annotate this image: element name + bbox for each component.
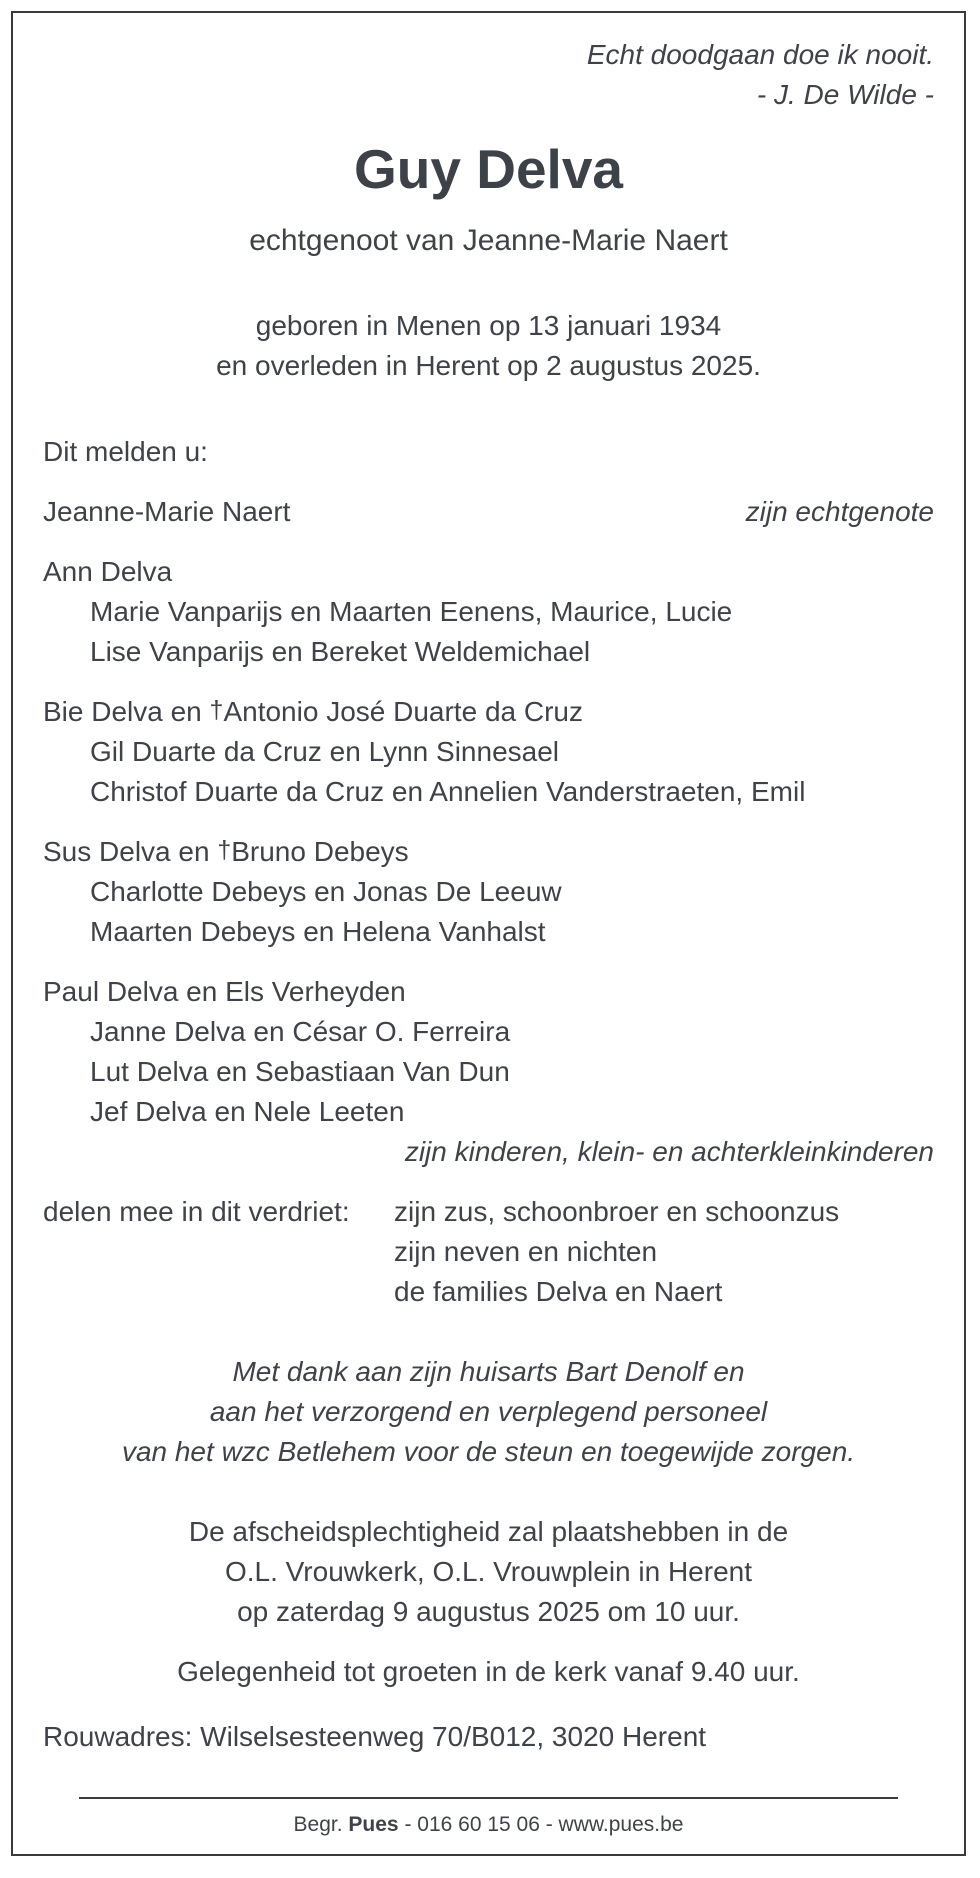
death-line: en overleden in Herent op 2 augustus 2025. [216, 350, 761, 381]
grandchild-line: Jef Delva en Nele Leeten [90, 1096, 405, 1127]
grandchild-line: Maarten Debeys en Helena Vanhalst [90, 916, 546, 947]
spouse-role: zijn echtgenote [745, 496, 934, 527]
deceased-name: Guy Delva [353, 138, 623, 200]
sharing-label: delen mee in dit verdriet: [43, 1196, 350, 1227]
announce-line: Dit melden u: [43, 436, 208, 467]
grandchild-line: Charlotte Debeys en Jonas De Leeuw [90, 876, 562, 907]
child-name-suffix: Bruno Debeys [231, 836, 409, 867]
ceremony-line: De afscheidsplechtigheid zal plaatshebben in de [188, 1516, 789, 1547]
quote-text: Echt doodgaan doe ik nooit. [586, 39, 934, 70]
grandchild-line: Marie Vanparijs en Maarten Eenens, Maurice, Lucie [90, 596, 733, 627]
ceremony-line: op zaterdag 9 augustus 2025 om 10 uur. [237, 1596, 740, 1627]
child-name: Paul Delva en Els Verheyden [43, 976, 406, 1007]
ceremony-line: O.L. Vrouwkerk, O.L. Vrouwplein in Herent [224, 1556, 753, 1587]
spouse-name: Jeanne-Marie Naert [43, 496, 291, 527]
grandchild-line: Christof Duarte da Cruz en Annelien Vanderstraeten, Emil [90, 776, 806, 807]
visitation-line: Gelegenheid tot groeten in de kerk vanaf 9.40 uur. [177, 1656, 800, 1687]
grandchild-line: Lise Vanparijs en Bereket Weldemichael [90, 636, 591, 667]
children-role: zijn kinderen, klein- en achterkleinkinderen [404, 1136, 934, 1167]
sharing-line: zijn neven en nichten [394, 1236, 658, 1267]
child-name-prefix: Sus Delva en [43, 836, 218, 867]
child-name [43, 835, 409, 870]
dagger-icon: † [217, 836, 232, 864]
grandchild-line: Janne Delva en César O. Ferreira [90, 1016, 511, 1047]
sharing-line: de families Delva en Naert [394, 1276, 723, 1307]
footer-company: Pues [348, 1813, 399, 1836]
quote-author: - J. De Wilde - [756, 79, 934, 110]
child-name: Ann Delva [43, 556, 173, 587]
thanks-line: aan het verzorgend en verplegend personeel [209, 1396, 768, 1427]
thanks-line: van het wzc Betlehem voor de steun en toegewijde zorgen. [121, 1436, 856, 1467]
footer-contact: - 016 60 15 06 - www.pues.be [398, 1813, 684, 1836]
child-name-prefix: Bie Delva en [43, 696, 210, 727]
grandchild-line: Gil Duarte da Cruz en Lynn Sinnesael [90, 736, 559, 767]
footer-divider [79, 1797, 898, 1799]
grandchild-line: Lut Delva en Sebastiaan Van Dun [90, 1056, 510, 1087]
thanks-line: Met dank aan zijn huisarts Bart Denolf en [232, 1356, 745, 1387]
footer-credit [13, 1812, 964, 1838]
birth-line: geboren in Menen op 13 januari 1934 [255, 310, 722, 341]
dagger-icon: † [209, 696, 224, 724]
address-line: Rouwadres: Wilselsesteenweg 70/B012, 3020 Herent [43, 1721, 707, 1752]
child-name [43, 695, 583, 730]
sharing-line: zijn zus, schoonbroer en schoonzus [394, 1196, 840, 1227]
obituary-card [11, 11, 966, 1856]
footer-prefix: Begr. [293, 1813, 349, 1836]
spouse-line: echtgenoot van Jeanne-Marie Naert [249, 224, 728, 257]
child-name-suffix: Antonio José Duarte da Cruz [223, 696, 583, 727]
